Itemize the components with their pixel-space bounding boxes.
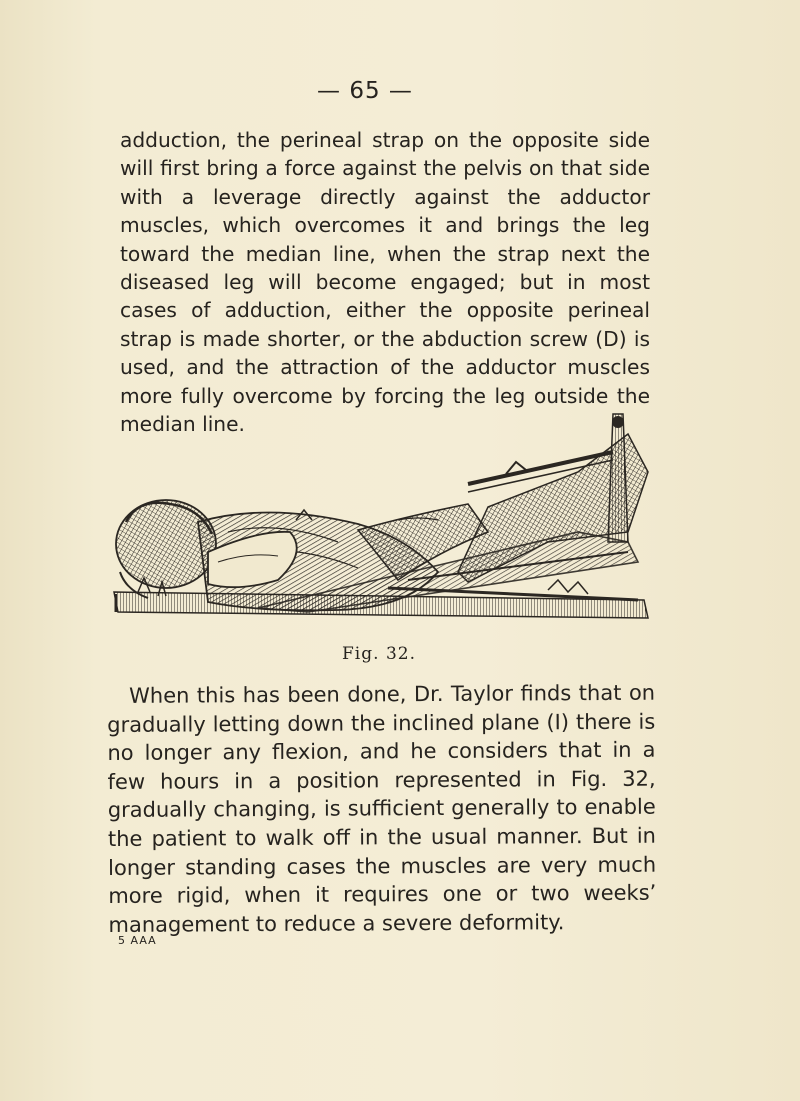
paragraph-adduction: adduction, the perineal strap on the opposite side will first bring a force against the pelvis on that side with a leverage directly against the adductor muscles, which overcomes it and brings the leg toward the median line, when the strap next the diseased leg will become engaged; but in most cases of adduction, either the opposite perineal strap is made shorter, or the abduction screw (D) is used, and the attraction of the adductor muscles more fully overcome by forcing the leg outside the median line. bbox=[120, 128, 650, 437]
figure-caption: Fig. 32. bbox=[342, 644, 416, 664]
signature-mark: 5 AAA bbox=[118, 934, 157, 947]
paragraph-taylor bbox=[107, 679, 657, 940]
paragraph-taylor-text: When this has been done, Dr. Taylor finds that on gradually letting down the inclined plane (I) there is no longer any flexion, and he considers that in a few hours in a position represented in Fig. 32, gradually changing, is sufficient generally to enable the patient to walk off in the usual manner. But in longer standing cases the muscles are very much more rigid, when it requires one or two weeks’ management to reduce a severe deformity. bbox=[107, 680, 657, 937]
page-number: — 65 — bbox=[317, 78, 413, 104]
figure-32-illustration bbox=[108, 412, 656, 624]
